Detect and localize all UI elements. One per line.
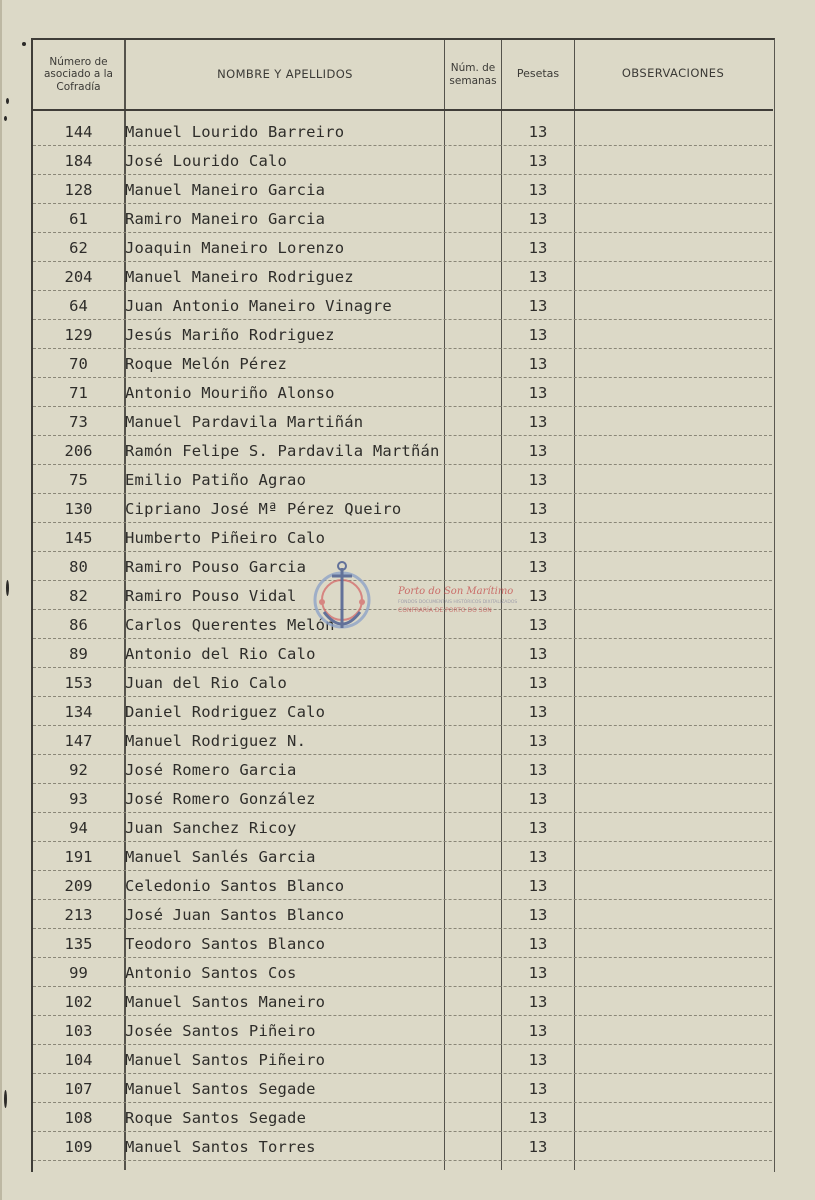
pesetas-value: 13	[528, 558, 548, 576]
member-number: 145	[64, 529, 93, 547]
table-row	[33, 1018, 772, 1047]
member-number: 128	[64, 181, 93, 199]
member-number: 93	[69, 790, 88, 808]
pesetas-value: 13	[528, 732, 548, 750]
member-name: Manuel Pardavila Martiñán	[125, 413, 364, 431]
member-number: 130	[64, 500, 93, 518]
pesetas-value: 13	[528, 1109, 548, 1127]
table-row	[33, 757, 772, 786]
table-row	[33, 641, 772, 670]
member-number: 94	[69, 819, 88, 837]
table-row	[33, 786, 772, 815]
header-number: Número de asociado a la Cofradía	[43, 56, 113, 93]
table-row	[33, 351, 772, 380]
member-number: 73	[69, 413, 88, 431]
member-number: 191	[64, 848, 93, 866]
member-name: Daniel Rodriguez Calo	[125, 703, 326, 721]
binding-mark	[4, 116, 7, 121]
member-name: José Romero González	[125, 790, 316, 808]
table-row	[33, 1076, 772, 1105]
member-number: 82	[69, 587, 88, 605]
member-name: Celedonio Santos Blanco	[125, 877, 345, 895]
watermark-stamp	[312, 556, 518, 640]
table-row	[33, 409, 772, 438]
member-number: 104	[64, 1051, 93, 1069]
member-name: Juan Antonio Maneiro Vinagre	[125, 297, 392, 315]
member-number: 213	[64, 906, 93, 924]
member-name: José Romero Garcia	[125, 761, 297, 779]
member-name: Manuel Maneiro Rodriguez	[125, 268, 354, 286]
pesetas-value: 13	[528, 471, 548, 489]
header-weeks: Núm. de semanas	[449, 62, 497, 87]
member-number: 89	[69, 645, 88, 663]
table-row	[33, 119, 772, 148]
table-row	[33, 699, 772, 728]
pesetas-value: 13	[528, 1022, 548, 1040]
table-row	[33, 235, 772, 264]
pesetas-value: 13	[528, 703, 548, 721]
member-number: 61	[69, 210, 88, 228]
header-observations: OBSERVACIONES	[621, 66, 725, 80]
pesetas-value: 13	[528, 152, 548, 170]
table-row	[33, 380, 772, 409]
member-name: Carlos Querentes Melón	[125, 616, 335, 634]
table-row	[33, 525, 772, 554]
member-number: 206	[64, 442, 93, 460]
table-row	[33, 670, 772, 699]
member-name: José Juan Santos Blanco	[125, 906, 345, 924]
binding-mark	[22, 42, 26, 46]
table-row	[33, 902, 772, 931]
member-number: 107	[64, 1080, 93, 1098]
pesetas-value: 13	[528, 210, 548, 228]
table-row	[33, 322, 772, 351]
member-number: 109	[64, 1138, 93, 1156]
pesetas-value: 13	[528, 906, 548, 924]
table-row	[33, 960, 772, 989]
member-number: 71	[69, 384, 88, 402]
header-name: NOMBRE Y APELLIDOS	[217, 66, 353, 81]
member-number: 62	[69, 239, 88, 257]
member-name: Manuel Santos Piñeiro	[125, 1051, 326, 1069]
member-name: Josée Santos Piñeiro	[125, 1022, 316, 1040]
pesetas-value: 13	[528, 964, 548, 982]
member-number: 70	[69, 355, 88, 373]
pesetas-value: 13	[528, 761, 548, 779]
member-name: Manuel Lourido Barreiro	[125, 123, 345, 141]
member-number: 134	[64, 703, 93, 721]
member-name: Roque Melón Pérez	[125, 355, 288, 373]
member-number: 153	[64, 674, 93, 692]
pesetas-value: 13	[528, 297, 548, 315]
pesetas-value: 13	[528, 645, 548, 663]
pesetas-value: 13	[528, 587, 548, 605]
member-name: Cipriano José Mª Pérez Queiro	[125, 500, 402, 518]
member-number: 108	[64, 1109, 93, 1127]
member-name: José Lourido Calo	[125, 152, 288, 170]
member-list	[33, 119, 772, 1163]
member-number: 209	[64, 877, 93, 895]
member-number: 204	[64, 268, 93, 286]
member-name: Roque Santos Segade	[125, 1109, 307, 1127]
member-name: Manuel Rodriguez N.	[125, 732, 307, 750]
pesetas-value: 13	[528, 935, 548, 953]
header-pesetas: Pesetas	[516, 67, 560, 81]
pesetas-value: 13	[528, 1051, 548, 1069]
pesetas-value: 13	[528, 123, 548, 141]
member-name: Ramiro Pouso Vidal	[125, 587, 297, 605]
table-row	[33, 467, 772, 496]
member-name: Joaquin Maneiro Lorenzo	[125, 239, 345, 257]
table-row	[33, 1047, 772, 1076]
pesetas-value: 13	[528, 1138, 548, 1156]
pesetas-value: 13	[528, 616, 548, 634]
table-row	[33, 728, 772, 757]
table-row	[33, 815, 772, 844]
member-name: Antonio del Rio Calo	[125, 645, 316, 663]
member-name: Ramiro Maneiro Garcia	[125, 210, 326, 228]
member-number: 147	[64, 732, 93, 750]
pesetas-value: 13	[528, 181, 548, 199]
pesetas-value: 13	[528, 848, 548, 866]
table-row	[33, 844, 772, 873]
table-row	[33, 177, 772, 206]
member-number: 80	[69, 558, 88, 576]
watermark-subtitle: FONDOS DOCUMENTAIS HISTÓRICOS DIXITALIZADOS	[398, 600, 518, 605]
member-name: Manuel Sanlés Garcia	[125, 848, 316, 866]
table-row	[33, 989, 772, 1018]
member-number: 144	[64, 123, 93, 141]
binding-mark	[6, 580, 9, 596]
watermark-org: CONFRARÍA DE PORTO DO SON	[398, 607, 492, 614]
anchor-emblem-icon	[312, 556, 396, 640]
table-row	[33, 873, 772, 902]
pesetas-value: 13	[528, 355, 548, 373]
member-number: 92	[69, 761, 88, 779]
member-number: 102	[64, 993, 93, 1011]
pesetas-value: 13	[528, 674, 548, 692]
pesetas-value: 13	[528, 500, 548, 518]
pesetas-value: 13	[528, 1080, 548, 1098]
pesetas-value: 13	[528, 239, 548, 257]
pesetas-value: 13	[528, 877, 548, 895]
table-row	[33, 264, 772, 293]
member-name: Manuel Maneiro Garcia	[125, 181, 326, 199]
member-number: 184	[64, 152, 93, 170]
pesetas-value: 13	[528, 326, 548, 344]
member-name: Jesús Mariño Rodriguez	[125, 326, 335, 344]
member-name: Emilio Patiño Agrao	[125, 471, 307, 489]
table-row	[33, 293, 772, 322]
pesetas-value: 13	[528, 413, 548, 431]
member-name: Manuel Santos Segade	[125, 1080, 316, 1098]
member-name: Teodoro Santos Blanco	[125, 935, 326, 953]
table-row	[33, 438, 772, 467]
header-rule	[31, 109, 773, 111]
pesetas-value: 13	[528, 790, 548, 808]
member-number: 86	[69, 616, 88, 634]
table-row	[33, 206, 772, 235]
member-number: 64	[69, 297, 88, 315]
binding-mark	[6, 98, 9, 104]
member-name: Ramón Felipe S. Pardavila Martñán	[125, 442, 440, 460]
member-name: Juan del Rio Calo	[125, 674, 288, 692]
table-row	[33, 1134, 772, 1163]
member-number: 75	[69, 471, 88, 489]
pesetas-value: 13	[528, 442, 548, 460]
watermark-title: Porto do Son Marítimo	[398, 586, 514, 597]
member-number: 103	[64, 1022, 93, 1040]
pesetas-value: 13	[528, 268, 548, 286]
member-name: Humberto Piñeiro Calo	[125, 529, 326, 547]
member-name: Antonio Santos Cos	[125, 964, 297, 982]
pesetas-value: 13	[528, 529, 548, 547]
member-name: Manuel Santos Torres	[125, 1138, 316, 1156]
table-row	[33, 148, 772, 177]
table-row	[33, 496, 772, 525]
pesetas-value: 13	[528, 384, 548, 402]
pesetas-value: 13	[528, 993, 548, 1011]
table-row	[33, 931, 772, 960]
member-name: Antonio Mouriño Alonso	[125, 384, 335, 402]
member-number: 129	[64, 326, 93, 344]
member-number: 99	[69, 964, 88, 982]
member-name: Ramiro Pouso Garcia	[125, 558, 307, 576]
member-name: Juan Sanchez Ricoy	[125, 819, 297, 837]
member-number: 135	[64, 935, 93, 953]
member-name: Manuel Santos Maneiro	[125, 993, 326, 1011]
table-row	[33, 1105, 772, 1134]
binding-mark	[4, 1090, 7, 1108]
pesetas-value: 13	[528, 819, 548, 837]
